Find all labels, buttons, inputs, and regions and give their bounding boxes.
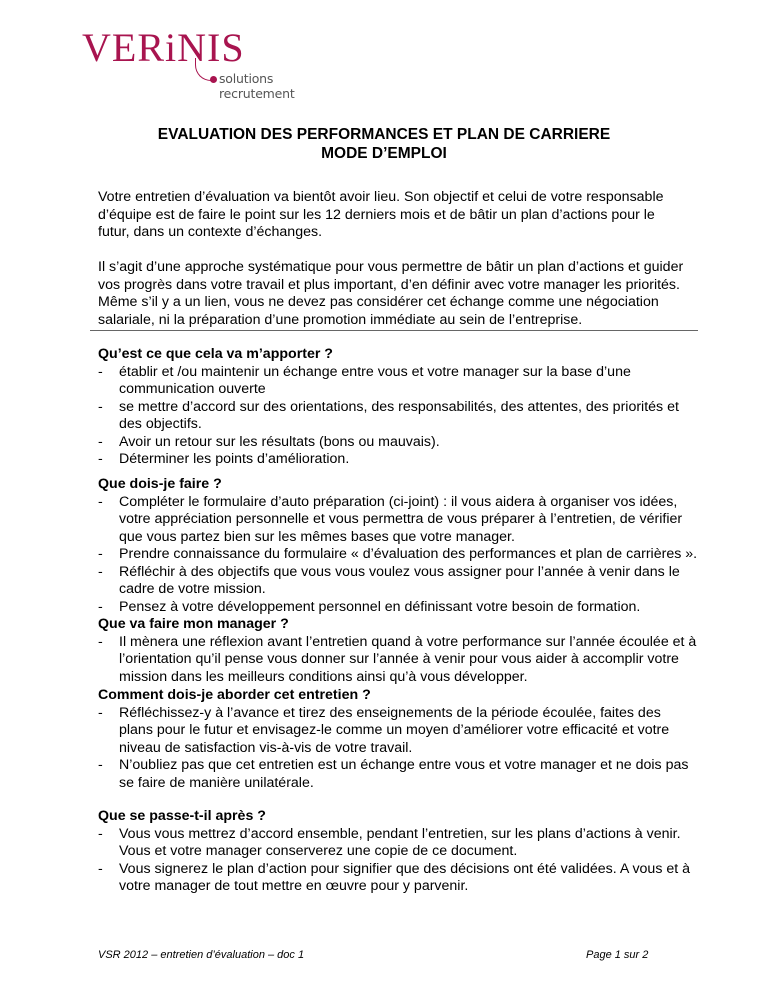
list-item: [98, 546, 698, 564]
list-item: [98, 399, 698, 434]
list-item: [98, 826, 698, 861]
bullet-dash: -: [98, 493, 103, 510]
section-divider: [90, 330, 698, 331]
bullet-dash: -: [98, 860, 103, 877]
bullet-dash: -: [98, 757, 103, 773]
logo-dot-icon: [210, 76, 217, 83]
section-heading: Que se passe-t-il après ?: [98, 808, 266, 824]
list-item: [98, 434, 698, 452]
section-after: [98, 808, 698, 896]
section-what-to-do: [98, 476, 698, 616]
list-item-text: Vous signerez le plan d’action pour signifier que des décisions ont été validées. A vous et à votre manager de tout mettre en œuvre pour y parvenir.: [119, 860, 691, 894]
bullet-list: [98, 705, 698, 793]
bullet-dash: -: [98, 563, 103, 580]
bullet-list: [98, 826, 698, 896]
verinis-logo: [82, 25, 312, 101]
list-item-text: Réfléchissez-y à l’avance et tirez des enseignements de la période écoulée, faites des plans pour le futur et envisagez-le comme un moyen d’améliorer votre efficacité et votre niveau de satisfaction vis-à-vis de votre travail.: [119, 704, 670, 756]
bullet-dash: -: [98, 633, 103, 650]
list-item-text: Il mènera une réflexion avant l’entretien quand à votre performance sur l’année écoulée et à l’orientation qu’il pense vous donner sur l’année à venir pour vous aider à accomplir votre mission dans les meilleurs conditions ainsi qu’à vous développer.: [119, 633, 697, 685]
document-title: EVALUATION DES PERFORMANCES ET PLAN DE CARRIERE: [157, 126, 611, 143]
section-approach: [98, 687, 698, 792]
list-item-text: N’oubliez pas que cet entretien est un échange entre vous et votre manager et ne dois pas se faire de manière unilatérale.: [119, 757, 689, 791]
list-item: [98, 451, 698, 469]
list-item-text: Pensez à votre développement personnel en définissant votre besoin de formation.: [119, 598, 641, 615]
bullet-dash: -: [98, 704, 103, 721]
list-item: [98, 757, 698, 792]
section-heading: Que dois-je faire ?: [98, 476, 222, 492]
section-benefits: [98, 346, 698, 469]
list-item-text: Avoir un retour sur les résultats (bons ou mauvais).: [119, 433, 440, 450]
bullet-dash: -: [98, 546, 103, 562]
section-heading: Que va faire mon manager ?: [98, 616, 289, 632]
intro-paragraph-1: Votre entretien d’évaluation va bientôt avoir lieu. Son objectif et celui de votre responsable d’équipe est de faire le point sur les 12 derniers mois et de bâtir un plan d’actions pour le futur, dans un contexte d’échanges.: [98, 189, 664, 240]
section-heading: Comment dois-je aborder cet entretien ?: [98, 687, 371, 703]
list-item: [98, 599, 698, 617]
bullet-dash: -: [98, 433, 103, 450]
list-item-text: Déterminer les points d’amélioration.: [119, 451, 350, 467]
bullet-list: [98, 364, 698, 469]
bullet-dash: -: [98, 825, 103, 842]
list-item: [98, 494, 698, 547]
intro-paragraph-2: [98, 259, 688, 329]
list-item-text: Compléter le formulaire d’auto préparation (ci-joint) : il vous aidera à organiser vos idées, votre appréciation personnelle et vous permettra de vous préparer à l’entretien, de vérifier que vous partez bien sur les mêmes bases que votre manager.: [119, 493, 683, 545]
logo-tagline: solutions recrutement: [219, 71, 295, 101]
bullet-dash: -: [98, 451, 103, 467]
bullet-dash: -: [98, 363, 103, 380]
list-item: [98, 634, 698, 687]
footer-document-reference: VSR 2012 – entretien d’évaluation – doc 1: [98, 949, 305, 961]
bullet-dash: -: [98, 598, 103, 615]
list-item: [98, 364, 698, 399]
section-heading: Qu’est ce que cela va m’apporter ?: [98, 346, 333, 362]
logo-wordmark: VERiNIS: [82, 25, 245, 70]
list-item: [98, 861, 698, 896]
section-manager-role: [98, 616, 698, 686]
list-item-text: se mettre d’accord sur des orientations, des responsabilités, des attentes, des priorités et des objectifs.: [119, 398, 679, 432]
list-item-text: Réfléchir à des objectifs que vous vous voulez vous assigner pour l’année à venir dans le cadre de votre mission.: [119, 563, 680, 597]
document-subtitle: MODE D’EMPLOI: [321, 145, 447, 162]
bullet-list: [98, 634, 698, 687]
footer-page-number: Page 1 sur 2: [586, 949, 649, 961]
list-item: [98, 705, 698, 758]
list-item: [98, 564, 698, 599]
intro-paragraph-2-line-2: Même s’il y a un lien, vous ne devez pas considérer cet échange comme une négociation salariale, ni la préparation d’une promotion immédiate au sein de l’entreprise.: [98, 294, 659, 328]
list-item-text: Vous vous mettrez d’accord ensemble, pendant l’entretien, sur les plans d’actions à venir. Vous et votre manager conserverez une copie de ce document.: [119, 825, 681, 859]
list-item-text: établir et /ou maintenir un échange entre vous et votre manager sur la base d’une communication ouverte: [119, 363, 631, 397]
bullet-dash: -: [98, 398, 103, 415]
bullet-list: [98, 494, 698, 617]
list-item-text: Prendre connaissance du formulaire « d’évaluation des performances et plan de carrières ».: [119, 546, 698, 562]
intro-paragraph-2-line-1: Il s’agit d’une approche systématique pour vous permettre de bâtir un plan d’actions et guider vos progrès dans votre travail et plus important, d’en définir avec votre manager les priorités.: [98, 259, 684, 293]
